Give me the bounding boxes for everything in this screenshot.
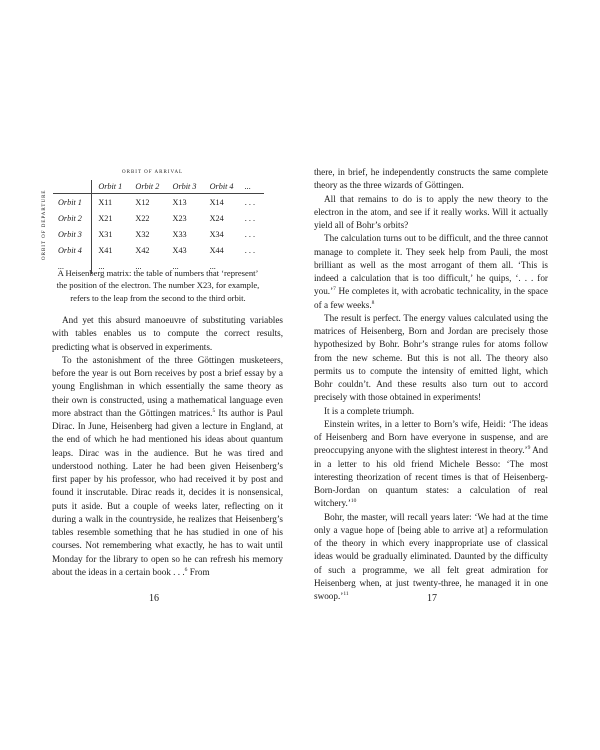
column-header: Orbit 2 — [129, 180, 166, 194]
column-header: Orbit 1 — [92, 180, 130, 194]
paragraph: The result is perfect. The energy values calculated using the matrices of Heisenberg, Born and Jordan are precisely those hypothesized by Bohr. Bohr’s strange rules for atoms follow from the new scheme. But this is not all. The theory also permits us to compute the intensity of emitted light, which Bohr couldn’t. And these results also turn out to accord precisely with those obtained in experiments! — [314, 312, 548, 403]
paragraph — [314, 418, 548, 511]
matrix-table — [53, 180, 264, 274]
paragraph-text: To the astonishment of the three Göttingen musketeers, before the year is out Born receives by post a brief essay by a young Englishman in which essentially the same theory as their own is constructed, using a mathematical language even more abstract than the Göttingen matrices. — [52, 354, 283, 418]
paragraph — [52, 354, 283, 579]
orbit-of-departure-label: ORBIT OF DEPARTURE — [42, 189, 47, 260]
matrix-cell: X11 — [98, 197, 113, 207]
paragraph: there, in brief, he independently constructs the same complete theory as the three wizards of Göttingen. — [314, 167, 548, 191]
matrix-cell: X41 — [98, 245, 113, 255]
matrix-row — [53, 226, 264, 242]
matrix-cell: X23 — [172, 213, 187, 223]
footnote-ref: 8 — [371, 299, 375, 306]
row-header: Orbit 1 — [53, 194, 92, 211]
footnote-ref: 5 — [212, 407, 216, 414]
paragraph-text: Bohr, the master, will recall years later: ‘We had at the time only a vague hope of [being able to arrive at] a reformulation of the theory in which every inappropriate use of classical ideas would be gradually eliminated. Daunted by the difficulty of such a programme, we all felt great admiration for Heisenberg when, at just twenty-three, he managed it in one swoop.’ — [314, 511, 548, 601]
matrix-header-row — [53, 180, 264, 194]
footnote-ref: 7 — [333, 286, 336, 293]
paragraph: All that remains to do is to apply the new theory to the electron in the atom, and see if it really works. Will it actually yield all of Bohr’s orbits? — [314, 193, 548, 230]
row-header: Orbit 4 — [53, 242, 92, 258]
matrix-cell: X42 — [135, 245, 150, 255]
matrix-row — [53, 242, 264, 258]
matrix-cell: X44 — [209, 245, 224, 255]
paragraph-text: He completes it, with acrobatic technicality, in the space of a few weeks. — [314, 286, 548, 310]
row-header: Orbit 3 — [53, 226, 92, 242]
paragraph-text: Einstein writes, in a letter to Born’s wife, Heidi: ‘The ideas of Heisenberg and Born have everyone in suspense, and are preoccupying anyone with the slightest interest in theory.’ — [314, 418, 548, 456]
paragraph: It is a complete triumph. — [324, 405, 415, 416]
matrix-cell: X31 — [98, 229, 113, 239]
matrix-row — [53, 210, 264, 226]
matrix-cell: . . . — [244, 213, 255, 223]
paragraph — [314, 511, 548, 604]
column-header: Orbit 4 — [204, 180, 241, 194]
paragraph-text: From — [189, 566, 210, 577]
footnote-ref: 10 — [350, 498, 357, 505]
matrix-cell: ... — [98, 261, 105, 271]
row-header: Orbit 2 — [53, 210, 92, 226]
matrix-cell: ... — [135, 261, 142, 271]
column-header: ... — [241, 180, 264, 194]
left-page-body — [52, 314, 283, 579]
matrix-cell: X13 — [172, 197, 187, 207]
matrix-cell: . . . — [244, 197, 255, 207]
matrix-cell: X21 — [98, 213, 113, 223]
matrix-cell: X22 — [135, 213, 150, 223]
matrix-cell: ... — [172, 261, 179, 271]
paragraph-text: And in a letter to his old friend Michele Besso: ‘The most interesting theorization of recent times is that of Heisenberg-Born-Jordan on quantum states: a calculation of real witchery.’ — [314, 445, 548, 509]
matrix-cell: X14 — [209, 197, 224, 207]
paragraph: And yet this absurd manoeuvre of substituting variables with tables enables us to compute the correct results, predicting what is observed in experiments. — [52, 315, 283, 352]
orbit-of-arrival-label: ORBIT OF ARRIVAL — [122, 170, 184, 175]
matrix-cell: . . . — [244, 229, 255, 239]
matrix-cell: X24 — [209, 213, 224, 223]
footnote-ref: 9 — [527, 445, 531, 452]
right-page-body — [314, 166, 548, 603]
matrix-cell: . . . — [244, 245, 255, 255]
column-header: Orbit 3 — [167, 180, 204, 194]
matrix-corner — [53, 180, 92, 194]
matrix-cell: X32 — [135, 229, 150, 239]
figure-caption: A Heisenberg matrix: the table of numbers that ‘represent’ the position of the electron. The number X23, for example, refers to the leap from the second to the third orbit. — [56, 268, 260, 303]
paragraph — [314, 232, 548, 312]
matrix-cell: X43 — [172, 245, 187, 255]
row-header: ... — [53, 258, 92, 274]
matrix-cell: X34 — [209, 229, 224, 239]
footnote-ref: 6 — [184, 566, 188, 573]
page-number-left: 16 — [149, 593, 159, 604]
matrix-row — [53, 194, 264, 211]
matrix-cell: ... — [209, 261, 216, 271]
paragraph-text: The calculation turns out to be difficult, and the three cannot manage to complete it. They seek help from Pauli, the most brilliant as well as the most arrogant of them all. ‘This is indeed a calculation that is too difficult,’ he quips, ‘. . . for you.’ — [314, 233, 548, 297]
paragraph-text: Its author is Paul Dirac. In June, Heisenberg had given a lecture in England, at the end of which he had mentioned his ideas about quantum leaps. Dirac was in the audience. But he was tired and understood nothing. Later he had been given Heisenberg’s first paper by his professor, who had received it by post and found it inscrutable. Dirac reads it, decides it is nonsensical, puts it aside. But a couple of weeks later, reflecting on it during a walk in the countryside, he realizes that Heisenberg’s tables resemble something that he has studied in one of his courses. Not remembering what exactly, he has to wait until Monday for the library to open so he can refresh his memory about the ideas in a certain book . . . — [52, 407, 284, 577]
page-number-right: 17 — [427, 593, 437, 604]
matrix-cell: X12 — [135, 197, 150, 207]
matrix-cell: X33 — [172, 229, 187, 239]
footnote-ref: 11 — [343, 590, 349, 597]
